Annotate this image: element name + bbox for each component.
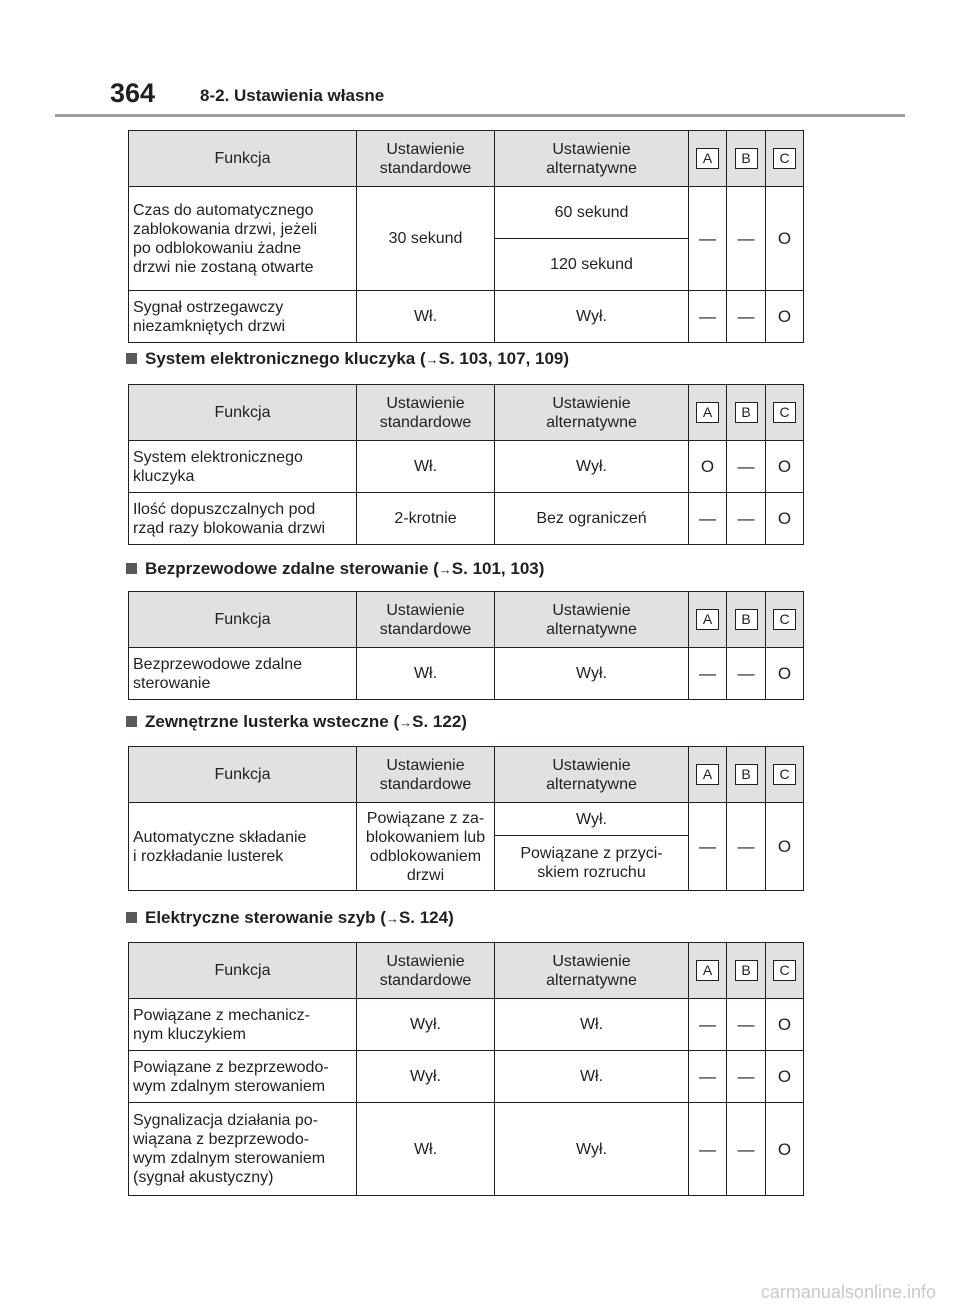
- function-cell: Sygnalizacja działania po- wiązana z bezprzewodo- wym zdalnym sterowaniem (sygnał akustyczny): [129, 1103, 357, 1196]
- flag-a: —: [689, 999, 727, 1051]
- flag-c: O: [766, 187, 804, 291]
- column-header-c: C: [766, 592, 804, 648]
- flag-a: —: [689, 291, 727, 343]
- flag-a: —: [689, 648, 727, 700]
- column-header-b: B: [727, 385, 766, 441]
- column-header-b: B: [727, 131, 766, 187]
- table-row: [129, 1103, 804, 1196]
- flag-c: O: [766, 441, 804, 493]
- flag-a: —: [689, 1103, 727, 1196]
- arrow-right-icon: →: [425, 352, 439, 367]
- section-heading: Elektryczne sterowanie szyb (→S. 124): [126, 908, 454, 928]
- column-header-alternative: Ustawienie alternatywne: [495, 747, 689, 803]
- flag-a: —: [689, 1051, 727, 1103]
- default-cell: 2-krotnie: [357, 493, 495, 545]
- column-header-c: C: [766, 385, 804, 441]
- page-header: [110, 78, 910, 114]
- section-title: 8-2. Ustawienia własne: [200, 86, 385, 105]
- table-row: [129, 803, 804, 836]
- flag-b: —: [727, 803, 766, 891]
- column-header-a: A: [689, 592, 727, 648]
- column-header-function: Funkcja: [129, 747, 357, 803]
- column-header-b: B: [727, 943, 766, 999]
- column-header-function: Funkcja: [129, 131, 357, 187]
- section-heading: Bezprzewodowe zdalne sterowanie (→S. 101, 103): [126, 559, 544, 579]
- table-row: [129, 441, 804, 493]
- column-header-default: Ustawienie standardowe: [357, 592, 495, 648]
- alt-cell: 60 sekund: [495, 187, 689, 239]
- settings-table-wireless-remote: [128, 591, 804, 700]
- section-heading: System elektronicznego kluczyka (→S. 103, 107, 109): [126, 349, 569, 369]
- flag-a: —: [689, 187, 727, 291]
- default-cell: Wł.: [357, 648, 495, 700]
- flag-c: O: [766, 1103, 804, 1196]
- alt-cell: Powiązane z przyci- skiem rozruchu: [495, 836, 689, 891]
- column-header-c: C: [766, 943, 804, 999]
- alt-cell: Wył.: [495, 648, 689, 700]
- table-header-row: [129, 592, 804, 648]
- column-header-function: Funkcja: [129, 385, 357, 441]
- arrow-right-icon: →: [438, 562, 452, 577]
- header-divider: [55, 114, 905, 117]
- arrow-right-icon: →: [385, 911, 399, 926]
- flag-c: O: [766, 803, 804, 891]
- default-cell: Wł.: [357, 441, 495, 493]
- settings-table-smart-key: [128, 384, 804, 545]
- alt-cell: 120 sekund: [495, 239, 689, 291]
- flag-c: O: [766, 999, 804, 1051]
- page-number: 364: [110, 78, 156, 108]
- settings-table-power-windows: [128, 942, 804, 1196]
- default-cell: 30 sekund: [357, 187, 495, 291]
- flag-b: —: [727, 1051, 766, 1103]
- flag-c: O: [766, 291, 804, 343]
- column-header-a: A: [689, 131, 727, 187]
- flag-c: O: [766, 493, 804, 545]
- flag-a: O: [689, 441, 727, 493]
- table-header-row: [129, 385, 804, 441]
- alt-cell: Wył.: [495, 1103, 689, 1196]
- flag-c: O: [766, 1051, 804, 1103]
- function-cell: Powiązane z mechanicz- nym kluczykiem: [129, 999, 357, 1051]
- flag-a: —: [689, 493, 727, 545]
- function-cell: Sygnał ostrzegawczy niezamkniętych drzwi: [129, 291, 357, 343]
- square-bullet-icon: [126, 563, 137, 574]
- arrow-right-icon: →: [399, 715, 413, 730]
- function-cell: Automatyczne składanie i rozkładanie lusterek: [129, 803, 357, 891]
- alt-cell: Wł.: [495, 1051, 689, 1103]
- function-cell: Czas do automatycznego zablokowania drzwi, jeżeli po odblokowaniu żadne drzwi nie zostaną otwarte: [129, 187, 357, 291]
- default-cell: Wł.: [357, 291, 495, 343]
- section-heading: Zewnętrzne lusterka wsteczne (→S. 122): [126, 712, 467, 732]
- square-bullet-icon: [126, 716, 137, 727]
- column-header-alternative: Ustawienie alternatywne: [495, 131, 689, 187]
- flag-b: —: [727, 187, 766, 291]
- alt-cell: Wył.: [495, 441, 689, 493]
- column-header-default: Ustawienie standardowe: [357, 385, 495, 441]
- column-header-alternative: Ustawienie alternatywne: [495, 592, 689, 648]
- table-row: [129, 999, 804, 1051]
- default-cell: Wył.: [357, 1051, 495, 1103]
- column-header-a: A: [689, 943, 727, 999]
- settings-table-mirrors: [128, 746, 804, 891]
- table-header-row: [129, 943, 804, 999]
- column-header-b: B: [727, 592, 766, 648]
- alt-cell: Wył.: [495, 291, 689, 343]
- alt-cell: Wył.: [495, 803, 689, 836]
- alt-cell: Wł.: [495, 999, 689, 1051]
- flag-b: —: [727, 493, 766, 545]
- function-cell: Powiązane z bezprzewodo- wym zdalnym sterowaniem: [129, 1051, 357, 1103]
- column-header-alternative: Ustawienie alternatywne: [495, 385, 689, 441]
- flag-c: O: [766, 648, 804, 700]
- table-row: [129, 291, 804, 343]
- default-cell: Powiązane z za- blokowaniem lub odblokowaniem drzwi: [357, 803, 495, 891]
- square-bullet-icon: [126, 353, 137, 364]
- column-header-default: Ustawienie standardowe: [357, 943, 495, 999]
- column-header-default: Ustawienie standardowe: [357, 747, 495, 803]
- flag-b: —: [727, 999, 766, 1051]
- table-header-row: [129, 747, 804, 803]
- function-cell: Ilość dopuszczalnych pod rząd razy blokowania drzwi: [129, 493, 357, 545]
- flag-a: —: [689, 803, 727, 891]
- table-row: [129, 187, 804, 239]
- flag-b: —: [727, 291, 766, 343]
- column-header-default: Ustawienie standardowe: [357, 131, 495, 187]
- table-header-row: [129, 131, 804, 187]
- flag-b: —: [727, 648, 766, 700]
- table-row: [129, 493, 804, 545]
- settings-table-door-lock: [128, 130, 804, 343]
- square-bullet-icon: [126, 912, 137, 923]
- column-header-function: Funkcja: [129, 592, 357, 648]
- watermark: carmanualsonline.info: [760, 1282, 936, 1302]
- column-header-alternative: Ustawienie alternatywne: [495, 943, 689, 999]
- column-header-function: Funkcja: [129, 943, 357, 999]
- table-row: [129, 648, 804, 700]
- column-header-a: A: [689, 385, 727, 441]
- flag-b: —: [727, 1103, 766, 1196]
- default-cell: Wył.: [357, 999, 495, 1051]
- column-header-a: A: [689, 747, 727, 803]
- column-header-b: B: [727, 747, 766, 803]
- function-cell: System elektronicznego kluczyka: [129, 441, 357, 493]
- column-header-c: C: [766, 747, 804, 803]
- default-cell: Wł.: [357, 1103, 495, 1196]
- function-cell: Bezprzewodowe zdalne sterowanie: [129, 648, 357, 700]
- alt-cell: Bez ograniczeń: [495, 493, 689, 545]
- column-header-c: C: [766, 131, 804, 187]
- flag-b: —: [727, 441, 766, 493]
- table-row: [129, 1051, 804, 1103]
